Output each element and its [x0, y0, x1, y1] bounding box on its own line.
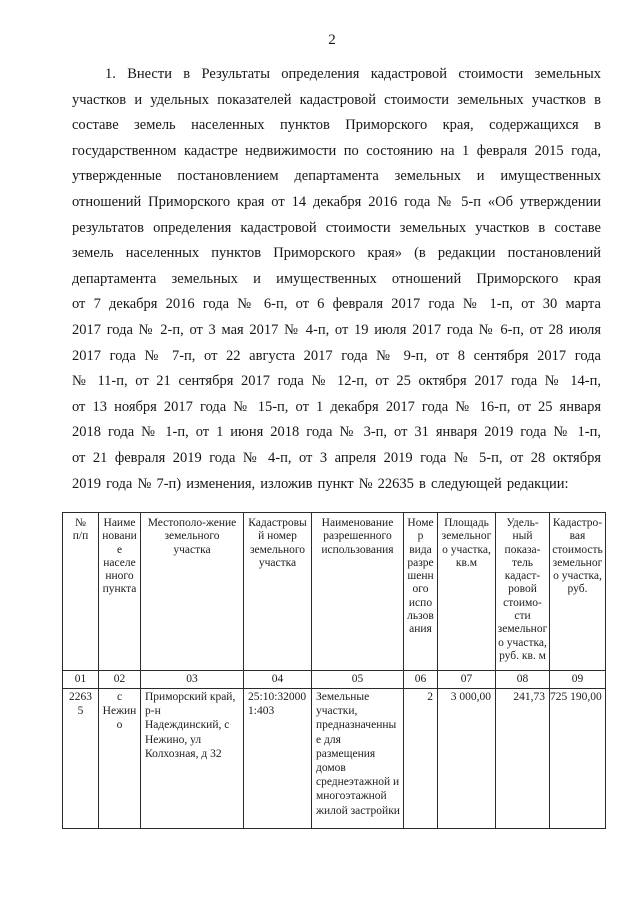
cell-item-number: 2263 5	[63, 689, 99, 829]
column-index-03: 03	[141, 671, 244, 689]
cell-permitted-use: Земельные участки, предназначенны е для размещения домов среднеэтажной и многоэтажной жилой застройки	[312, 689, 404, 829]
column-index-row	[63, 671, 606, 689]
paragraph-line: 2017 года № 2-п, от 3 мая 2017 № 4-п, от 19 июля 2017 года № 6-п, от 28 июля	[72, 321, 601, 338]
paragraph-line: № 11-п, от 21 сентября 2017 года № 12-п, от 25 октября 2017 года № 14-п,	[72, 373, 601, 390]
column-index-07: 07	[438, 671, 496, 689]
paragraph-line: отношений Приморского края от 14 декабря 2016 года № 5-п «Об утверждении	[72, 193, 601, 210]
paragraph-line: результатов определения кадастровой стоимости земельных участков в составе	[72, 219, 601, 236]
header-settlement-name: Наиме новани е населе нного пункта	[99, 513, 141, 671]
column-index-02: 02	[99, 671, 141, 689]
cell-specific-value: 241,73	[496, 689, 550, 829]
page-number: 2	[328, 32, 336, 48]
paragraph-line: участков и удельных показателей кадастровой стоимости земельных участков в	[72, 91, 601, 108]
table-row	[63, 689, 606, 829]
column-index-06: 06	[404, 671, 438, 689]
column-index-05: 05	[312, 671, 404, 689]
header-plot-location: Местополо-жение земельного участка	[141, 513, 244, 671]
cell-cadastral-value: 725 190,00	[550, 689, 606, 829]
cell-settlement: с Нежин о	[99, 689, 141, 829]
header-plot-area: Площадь земельног о участка, кв.м	[438, 513, 496, 671]
paragraph-line: департамента земельных и имущественных отношений Приморского края	[72, 270, 601, 287]
paragraph-line: 2017 года № 7-п, от 22 августа 2017 года № 9-п, от 8 сентября 2017 года	[72, 347, 601, 364]
column-index-09: 09	[550, 671, 606, 689]
column-index-01: 01	[63, 671, 99, 689]
paragraph-line: от 13 ноября 2017 года № 15-п, от 1 декабря 2017 года № 16-п, от 25 января	[72, 398, 601, 415]
paragraph-line: 2019 года № 7-п) изменения, изложив пункт № 22635 в следующей редакции:	[72, 475, 569, 492]
paragraph-line: государственном кадастре недвижимости по состоянию на 1 февраля 2015 года,	[72, 142, 601, 159]
column-index-04: 04	[244, 671, 312, 689]
column-index-08: 08	[496, 671, 550, 689]
cell-location: Приморский край, р-н Надеждинский, с Нежино, ул Колхозная, д 32	[141, 689, 244, 829]
cell-use-type-number: 2	[404, 689, 438, 829]
paragraph-line: 2018 года № 1-п, от 1 июня 2018 года № 3-п, от 31 января 2019 года № 1-п,	[72, 424, 601, 441]
header-cadastral-value: Кадастро- вая стоимость земельног о участка, руб.	[550, 513, 606, 671]
paragraph-line: составе земель населенных пунктов Приморского края, содержащихся в	[72, 117, 601, 134]
header-specific-cadastral-value: Удель- ный показа- тель кадаст- ровой стоимо- сти земельног о участка, руб. кв. м	[496, 513, 550, 671]
paragraph-line: утвержденные постановлением департамента земельных и имущественных	[72, 168, 601, 185]
header-cadastral-number: Кадастровы й номер земельного участка	[244, 513, 312, 671]
paragraph-line: земель населенных пунктов Приморского края» (в редакции постановлений	[72, 245, 601, 262]
header-item-number: № п/п	[63, 513, 99, 671]
cell-cadastral-number: 25:10:32000 1:403	[244, 689, 312, 829]
table-header-row	[63, 513, 606, 671]
land-plot-table	[62, 512, 606, 829]
paragraph-line: 1. Внести в Результаты определения кадастровой стоимости земельных	[105, 66, 601, 82]
paragraph-line: от 7 декабря 2016 года № 6-п, от 6 февраля 2017 года № 1-п, от 30 марта	[72, 296, 601, 313]
paragraph-line: от 21 февраля 2019 года № 4-п, от 3 апреля 2019 года № 5-п, от 28 октября	[72, 449, 601, 466]
header-use-type-number: Номе р вида разре шенн ого испо льзов ания	[404, 513, 438, 671]
amendment-paragraph	[72, 62, 601, 497]
cell-area: 3 000,00	[438, 689, 496, 829]
header-permitted-use: Наименование разрешенного использования	[312, 513, 404, 671]
